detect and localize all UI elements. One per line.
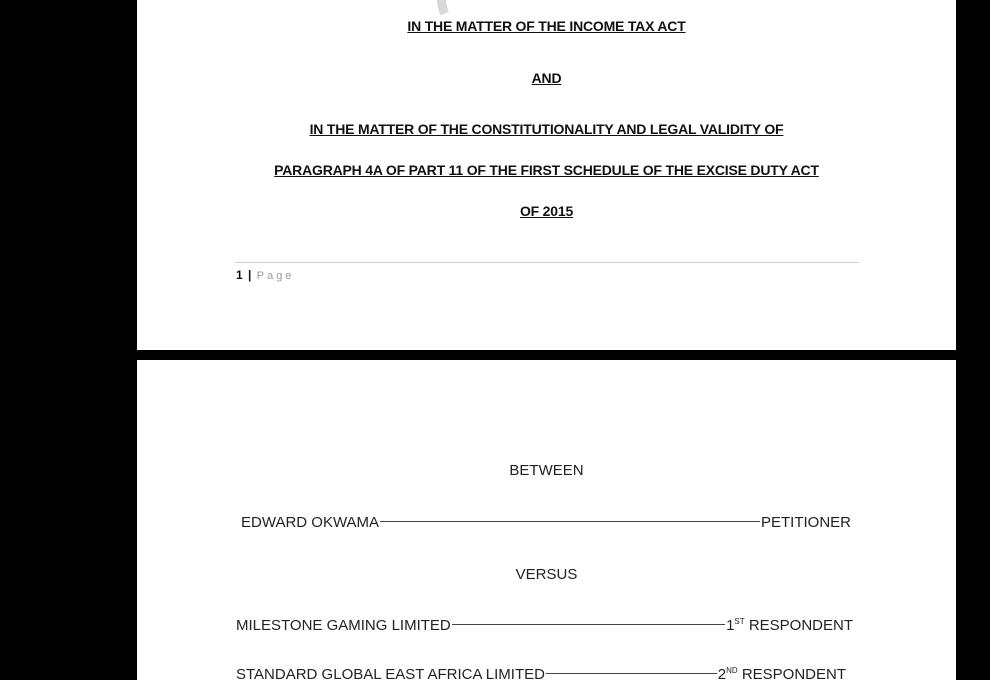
party-row-respondent-1 — [236, 617, 853, 634]
party-name: MILESTONE GAMING LIMITED — [236, 617, 451, 634]
dash-leader — [546, 673, 717, 674]
page-label: Page — [256, 270, 295, 282]
document-page-1 — [137, 0, 956, 350]
party-row-petitioner — [241, 514, 851, 531]
versus-label: VERSUS — [515, 566, 578, 583]
heading-line-2: AND — [531, 70, 562, 86]
party-row-respondent-2 — [236, 666, 846, 680]
document-page-2 — [137, 360, 956, 680]
party-name: EDWARD OKWAMA — [241, 514, 380, 531]
dash-leader — [452, 624, 725, 625]
page-number: 1 — [236, 268, 243, 282]
heading-line-5: OF 2015 — [519, 203, 574, 219]
between-label: BETWEEN — [509, 462, 584, 479]
dash-leader — [380, 521, 760, 522]
footer-separator: | — [248, 268, 252, 282]
heading-line-3: IN THE MATTER OF THE CONSTITUTIONALITY AND LEGAL VALIDITY OF — [309, 121, 784, 137]
heading-line-1: IN THE MATTER OF THE INCOME TAX ACT — [407, 18, 686, 34]
page-footer — [236, 268, 294, 282]
party-role: PETITIONER — [760, 514, 851, 531]
party-name: STANDARD GLOBAL EAST AFRICA LIMITED — [236, 666, 545, 680]
footer-divider — [235, 262, 859, 263]
party-role: 1ST RESPONDENT — [726, 617, 853, 634]
heading-line-4: PARAGRAPH 4A OF PART 11 OF THE FIRST SCHEDULE OF THE EXCISE DUTY ACT — [274, 162, 819, 178]
party-role: 2ND RESPONDENT — [717, 666, 846, 680]
